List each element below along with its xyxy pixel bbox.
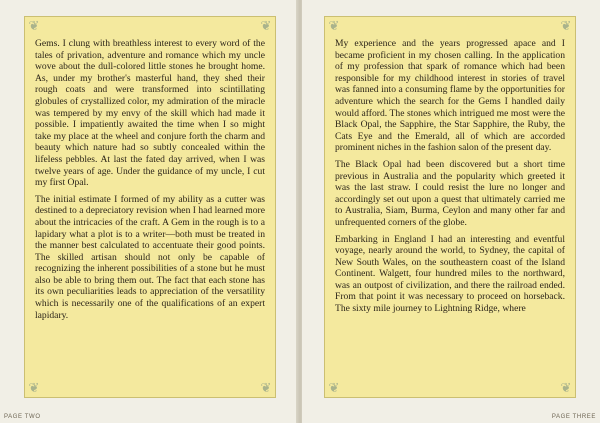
paragraph: The Black Opal had been discovered but a short time previous in Australia and the popularity which greeted it was the last straw. I could resist the lure no longer and accordingly set out upon a quest that ultimately carried me to Australia, Siam, Burma, Ceylon and many other far and unfrequented corners of the globe. — [335, 158, 565, 228]
paragraph: Gems. I clung with breathless interest to every word of the tales of privation, adventure and romance which my uncle wove about the dull-colored little stones he brought home. As, under my brother's masterful hand, they shed their rough coats and were transformed into scintillating globules of crystallized color, my admiration of the miracle was tempered by my envy of the skill which had made it possible. I impatiently awaited the time when I so might take my place at the wheel and conjure forth the charm and beauty which nature had so subtly concealed within the lifeless pebbles. At last the fated day arrived, when I was twelve years of age. Under the guidance of my uncle, I cut my first Opal. — [35, 38, 265, 189]
corner-ornament-icon: ❦ — [560, 380, 572, 395]
paragraph: My experience and the years progressed apace and I became proficient in my chosen calling. In the application of my profession that spark of romance which had been responsible for my childhood interest in stories of travel was fanned into a consuming flame by the opportunities for adventure which the search for the Gems I handled daily would afford. The stones which intrigued me most were the Black Opal, the Sapphire, the Star Sapphire, the Ruby, the Cats Eye and the Emerald, all of which are accorded prominent niches in the fashion salon of the present day. — [335, 38, 565, 154]
right-page-text — [335, 38, 565, 320]
left-page — [0, 0, 298, 423]
corner-ornament-icon: ❦ — [28, 380, 40, 395]
corner-ornament-icon: ❦ — [328, 18, 340, 33]
corner-ornament-icon: ❦ — [560, 18, 572, 33]
paragraph: Embarking in England I had an interesting and eventful voyage, nearly around the world, to Sydney, the capital of New South Wales, on the southeastern coast of the Island Continent. Walgett, four hundred miles to the northward, was an outpost of civilization, and there the railroad ended. From that point it was necessary to proceed on horseback. The sixty mile journey to Lightning Ridge, where — [335, 233, 565, 315]
page-number: PAGE THREE — [551, 414, 596, 420]
corner-ornament-icon: ❦ — [260, 18, 272, 33]
corner-ornament-icon: ❦ — [260, 380, 272, 395]
corner-ornament-icon: ❦ — [328, 380, 340, 395]
right-page — [302, 0, 600, 423]
left-text-panel — [24, 16, 276, 398]
paragraph: The initial estimate I formed of my ability as a cutter was destined to a depreciatory revision when I had learned more about the intricacies of the craft. A Gem in the rough is to a lapidary what a plot is to a writer—both must be treated in the manner best calculated to accentuate their good points. The skilled artisan should not only be capable of recognizing the inherent possibilities of a stone but he must also be able to bring them out. The fact that each stone has its own peculiarities leads to appreciation of the versatility which is necessarily one of the qualifications of an expert lapidary. — [35, 193, 265, 321]
corner-ornament-icon: ❦ — [28, 18, 40, 33]
page-number: PAGE TWO — [4, 414, 41, 420]
left-page-text — [35, 38, 265, 326]
right-text-panel — [324, 16, 576, 398]
